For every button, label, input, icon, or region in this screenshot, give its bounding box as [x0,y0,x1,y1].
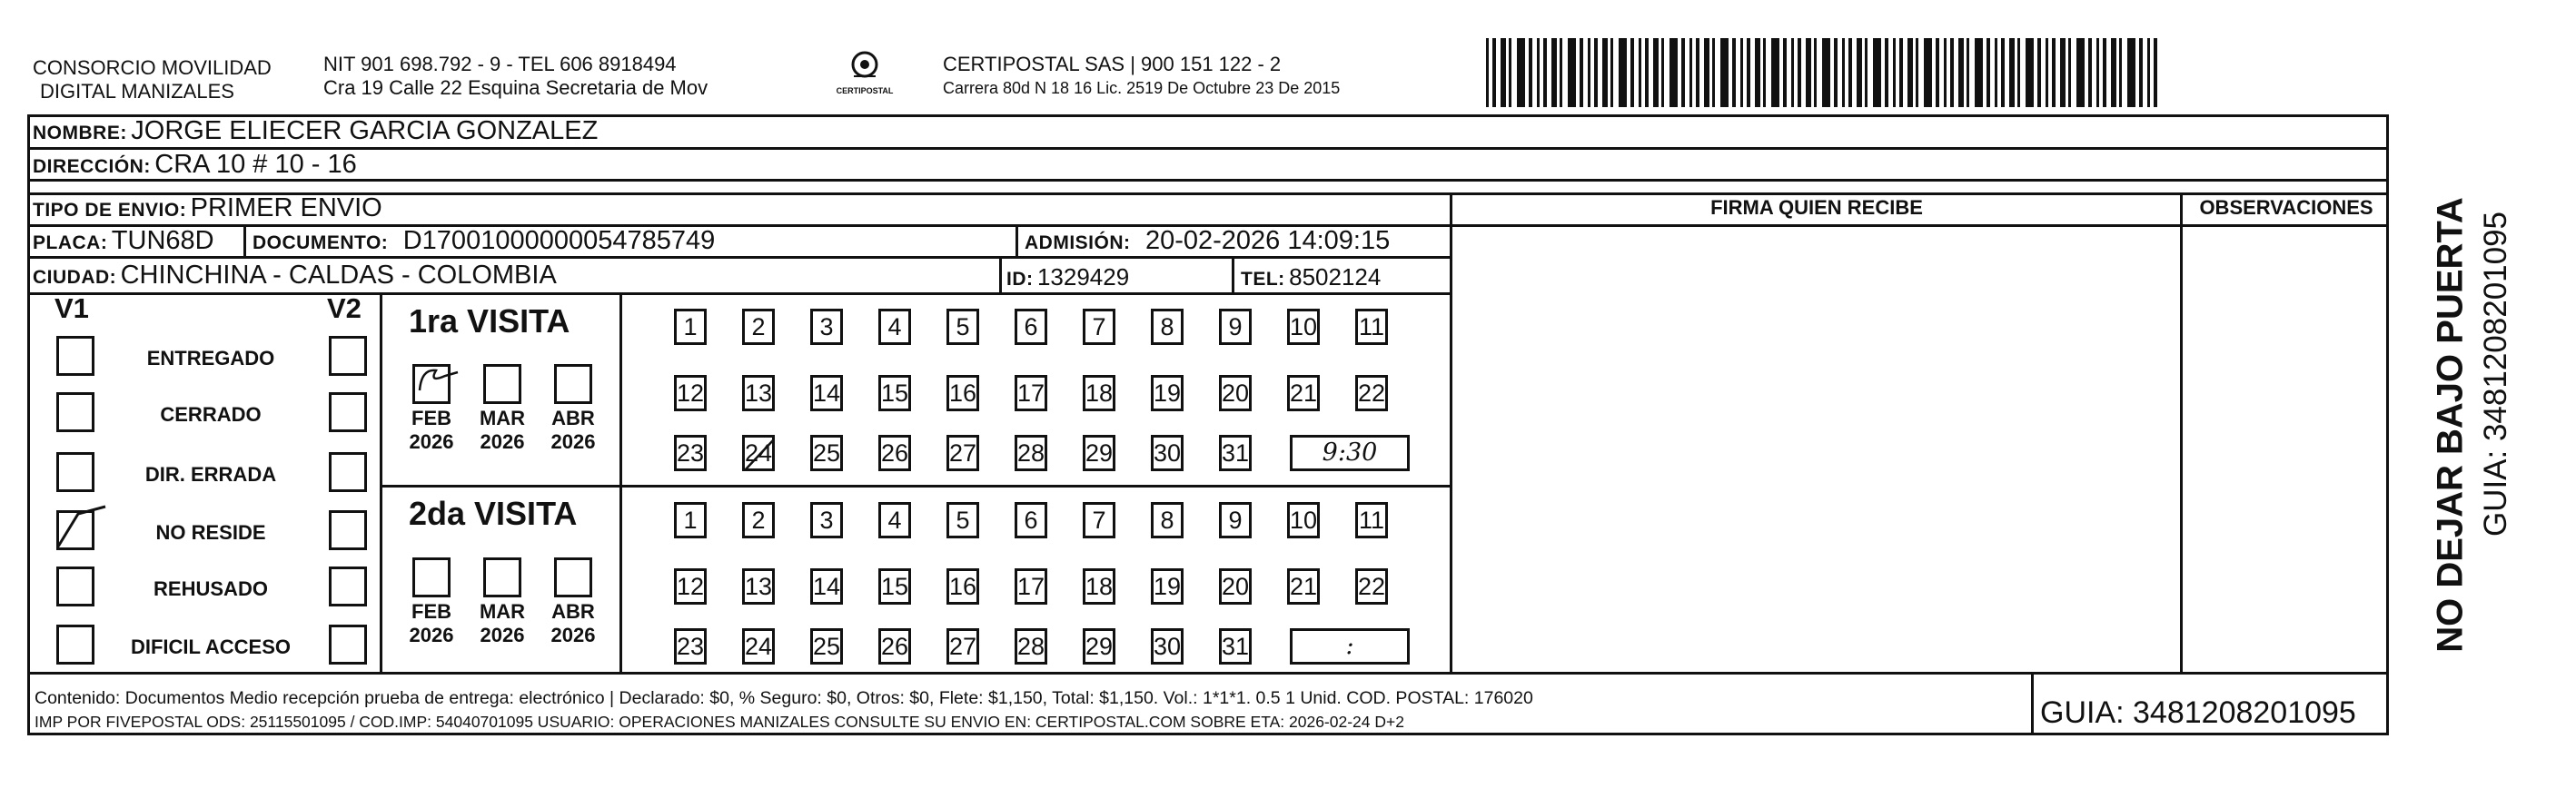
id-label: ID: [1006,269,1034,290]
tipo-envio-label: TIPO DE ENVIO: [33,200,187,221]
nombre-label: NOMBRE: [33,123,127,143]
visit1-title: 1ra VISITA [409,302,570,340]
firma-header: FIRMA QUIEN RECIBE [1710,196,1923,219]
visit2-month-label: ABR 2026 [550,600,596,646]
visit2-day-box[interactable]: 8 [1151,502,1184,538]
tel-label: TEL: [1241,269,1285,290]
v2-checkbox[interactable] [329,510,367,550]
visit1-month-checkbox[interactable] [483,364,521,404]
visit1-day-box[interactable]: 14 [810,375,843,411]
admision-label: ADMISIÓN: [1025,232,1131,253]
documento-row [253,225,715,261]
handwritten-mark-icon [409,360,463,405]
visit2-month-checkbox[interactable] [554,557,592,597]
visit2-day-box[interactable]: 24 [742,628,775,665]
status-label: DIFICIL ACCESO [130,636,291,658]
visit2-month-label: FEB 2026 [409,600,454,646]
direccion-label: DIRECCIÓN: [33,156,151,177]
visit1-day-box[interactable]: 25 [810,435,843,471]
tipo-envio-value: PRIMER ENVIO [190,193,382,222]
visit2-day-box[interactable]: 4 [878,502,911,538]
status-label: DIR. ERRADA [144,463,277,486]
v2-checkbox[interactable] [329,452,367,492]
visit2-day-box[interactable]: 2 [742,502,775,538]
visit2-day-box[interactable]: 21 [1287,568,1320,605]
visit2-day-box[interactable]: 16 [946,568,979,605]
v1-checkbox[interactable] [56,452,94,492]
visit1-month-checkbox[interactable] [554,364,592,404]
visit1-day-box[interactable]: 6 [1015,309,1047,345]
observaciones-header: OBSERVACIONES [2199,196,2373,219]
direccion-row [33,149,357,184]
ciudad-value: CHINCHINA - CALDAS - COLOMBIA [120,261,557,290]
ciudad-row [33,260,557,295]
visit2-day-box[interactable]: 25 [810,628,843,665]
visit1-day-box[interactable]: 30 [1151,435,1184,471]
visit2-day-box[interactable]: 7 [1083,502,1115,538]
visit1-day-box[interactable]: 19 [1151,375,1184,411]
visit2-day-box[interactable]: 13 [742,568,775,605]
visit2-day-box[interactable]: 29 [1083,628,1115,665]
visit2-day-box[interactable]: 12 [674,568,707,605]
v1-checkbox[interactable] [56,625,94,665]
visit2-month-checkbox[interactable] [483,557,521,597]
documento-value: D17001000000054785749 [402,226,716,255]
visit2-month-checkbox[interactable] [412,557,451,597]
visit2-day-box[interactable]: 20 [1219,568,1252,605]
id-value: 1329429 [1036,263,1130,291]
side-guia: GUIA: 3481208201095 [2478,211,2513,537]
status-label: REHUSADO [154,577,268,600]
visit1-day-box[interactable]: 2 [742,309,775,345]
tipo-envio-row [33,192,382,228]
visit1-day-box[interactable]: 10 [1287,309,1320,345]
visit1-day-box[interactable]: 22 [1355,375,1388,411]
visit1-day-box[interactable]: 29 [1083,435,1115,471]
visit1-day-box[interactable]: 18 [1083,375,1115,411]
visit2-day-box[interactable]: 26 [878,628,911,665]
visit2-time-box[interactable]: : [1290,628,1410,665]
tel-value: 8502124 [1289,263,1382,291]
visit1-day-box[interactable]: 27 [946,435,979,471]
barcode [1486,38,2162,107]
visit1-time-box[interactable]: 9:30 [1290,435,1410,471]
placa-label: PLACA: [33,232,108,253]
v2-checkbox[interactable] [329,336,367,376]
visit1-day-box[interactable]: 5 [946,309,979,345]
visit1-month-label: MAR 2026 [479,407,526,453]
visit1-day-box[interactable]: 1 [674,309,707,345]
company-name: CONSORCIO MOVILIDAD DIGITAL MANIZALES [33,56,272,103]
v1-checkbox[interactable] [56,567,94,606]
visit1-month-label: FEB 2026 [409,407,454,453]
v2-checkbox[interactable] [329,625,367,665]
visit2-day-box[interactable]: 6 [1015,502,1047,538]
footer-guia: GUIA: 3481208201095 [2040,695,2356,730]
footer-content-line: Contenido: Documentos Medio recepción prueba de entrega: electrónico | Declarado: $0, % Seguro: $0, Otros: $0, Flete: $1,150, Total: $1,150. Vol.: 1*1*1. 0.5 1 Unid. COD. POSTAL: 176020 [35,688,1533,708]
certipostal-logo: CERTIPOSTAL [828,51,901,102]
v1-checkbox[interactable] [56,336,94,376]
visit1-day-box[interactable]: 17 [1015,375,1047,411]
visit1-day-box[interactable]: 15 [878,375,911,411]
visit1-day-box[interactable]: 16 [946,375,979,411]
placa-value: TUN68D [111,226,214,255]
visit2-day-box[interactable]: 27 [946,628,979,665]
company-contact: NIT 901 698.792 - 9 - TEL 606 8918494 Cra 19 Calle 22 Esquina Secretaria de Mov [323,53,708,99]
visit1-day-box[interactable]: 4 [878,309,911,345]
visit2-day-box[interactable]: 17 [1015,568,1047,605]
visit1-day-box[interactable]: 28 [1015,435,1047,471]
visit1-day-box[interactable]: 11 [1355,309,1388,345]
admision-value: 20-02-2026 14:09:15 [1144,226,1391,255]
visit1-day-box[interactable]: 12 [674,375,707,411]
nombre-value: JORGE ELIECER GARCIA GONZALEZ [131,116,599,145]
visit2-day-box[interactable]: 15 [878,568,911,605]
placa-row [33,225,214,261]
visit1-day-box[interactable]: 3 [810,309,843,345]
check-mark-icon [51,501,114,556]
v1-checkbox[interactable] [56,392,94,432]
visit2-day-box[interactable]: 23 [674,628,707,665]
nombre-row [33,115,598,151]
direccion-value: CRA 10 # 10 - 16 [154,150,357,179]
visit2-day-box[interactable]: 22 [1355,568,1388,605]
visit2-day-box[interactable]: 28 [1015,628,1047,665]
visit2-day-box[interactable]: 1 [674,502,707,538]
admision-row [1025,225,1390,261]
v2-checkbox[interactable] [329,567,367,606]
tel-row [1241,261,1381,297]
visit1-day-box[interactable]: 31 [1219,435,1252,471]
day-cross-mark-icon [739,434,779,476]
visit2-day-box[interactable]: 31 [1219,628,1252,665]
v2-label: V2 [327,292,362,324]
ciudad-label: CIUDAD: [33,267,117,288]
visit1-day-box[interactable]: 20 [1219,375,1252,411]
visit2-day-box[interactable]: 18 [1083,568,1115,605]
visit1-day-box[interactable]: 13 [742,375,775,411]
v1-label: V1 [54,292,89,324]
visit2-day-box[interactable]: 3 [810,502,843,538]
visit2-day-box[interactable]: 11 [1355,502,1388,538]
visit2-day-box[interactable]: 14 [810,568,843,605]
status-label: NO RESIDE [155,521,266,544]
visit1-day-box[interactable]: 8 [1151,309,1184,345]
id-row [1006,261,1129,297]
visit1-day-box[interactable]: 26 [878,435,911,471]
visit2-day-box[interactable]: 9 [1219,502,1252,538]
documento-label: DOCUMENTO: [253,232,389,253]
side-warning: NO DEJAR BAJO PUERTA [2430,197,2471,653]
visit1-day-box[interactable]: 21 [1287,375,1320,411]
status-label: CERRADO [160,403,262,426]
footer-print-line: IMP POR FIVEPOSTAL ODS: 25115501095 / COD.IMP: 54040701095 USUARIO: OPERACIONES MANIZALES CONSULTE SU ENVIO EN: CERTIPOSTAL.COM SOBRE ETA: 2026-02-24 D+2 [35,713,1404,731]
visit1-day-box[interactable]: 7 [1083,309,1115,345]
visit2-day-box[interactable]: 5 [946,502,979,538]
visit2-day-box[interactable]: 10 [1287,502,1320,538]
carrier-info: CERTIPOSTAL SAS | 900 151 122 - 2 Carrera 80d N 18 16 Lic. 2519 De Octubre 23 De 2015 [943,53,1341,97]
visit2-day-box[interactable]: 19 [1151,568,1184,605]
visit1-day-box[interactable]: 23 [674,435,707,471]
visit1-month-label: ABR 2026 [550,407,596,453]
visit1-day-box[interactable]: 9 [1219,309,1252,345]
visit2-title: 2da VISITA [409,495,578,532]
visit2-day-box[interactable]: 30 [1151,628,1184,665]
status-label: ENTREGADO [146,347,275,370]
visit2-month-label: MAR 2026 [479,600,526,646]
visit1-day-box[interactable]: 24 [742,435,775,471]
v2-checkbox[interactable] [329,392,367,432]
